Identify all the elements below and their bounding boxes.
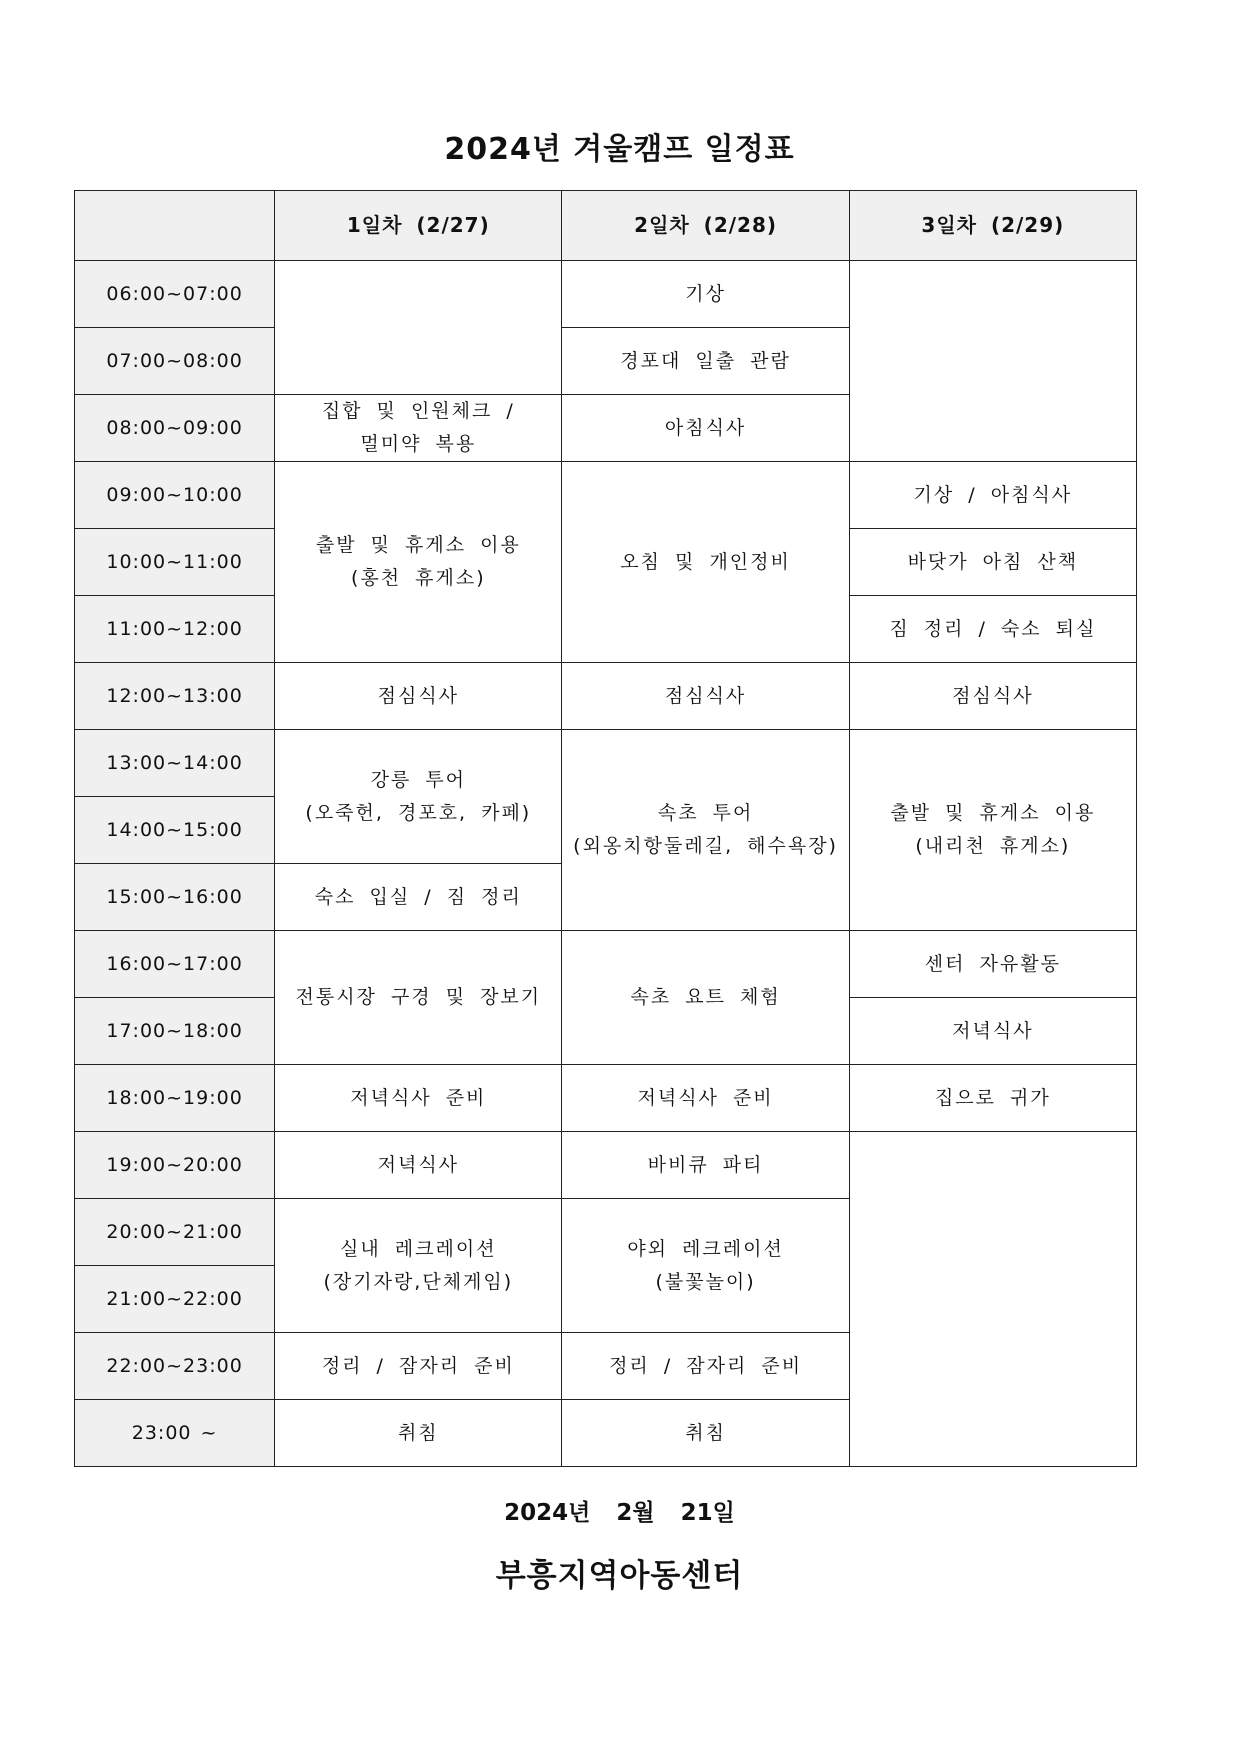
time-cell: 15:00~16:00 — [75, 864, 275, 931]
day1-cleanup: 정리 / 잠자리 준비 — [275, 1333, 562, 1400]
time-cell: 13:00~14:00 — [75, 730, 275, 797]
day3-departure-line2: (내리천 휴게소) — [915, 835, 1071, 857]
day1-market: 전통시장 구경 및 장보기 — [275, 931, 562, 1065]
day2-sokcho-line2: (외옹치항둘레길, 해수욕장) — [573, 835, 838, 857]
day3-wakeup: 기상 / 아침식사 — [849, 462, 1136, 529]
time-cell: 11:00~12:00 — [75, 596, 275, 663]
day3-lunch: 점심식사 — [849, 663, 1136, 730]
day1-empty-cell — [275, 261, 562, 395]
day3-empty-cell — [849, 261, 1136, 462]
day3-departure — [849, 730, 1136, 931]
day1-gangneung-line1: 강릉 투어 — [370, 768, 467, 791]
day3-go-home: 집으로 귀가 — [849, 1065, 1136, 1132]
day3-departure-line1: 출발 및 휴게소 이용 — [890, 802, 1096, 824]
time-cell: 20:00~21:00 — [75, 1199, 275, 1266]
day2-bbq: 바비큐 파티 — [562, 1132, 849, 1199]
day1-dinner: 저녁식사 — [275, 1132, 562, 1199]
day2-morning-rest: 오침 및 개인정비 — [562, 462, 849, 663]
day1-departure-line1: 출발 및 휴게소 이용 — [315, 534, 521, 556]
day1-sleep: 취침 — [275, 1400, 562, 1467]
day2-recreation — [562, 1199, 849, 1333]
time-cell: 12:00~13:00 — [75, 663, 275, 730]
day1-recreation-line2: (장기자랑,단체게임) — [323, 1270, 514, 1293]
time-cell: 23:00 ~ — [75, 1400, 275, 1467]
header-corner-cell — [75, 191, 275, 261]
day1-gathering-line2: 멀미약 복용 — [360, 433, 477, 455]
day1-gangneung-tour — [275, 730, 562, 864]
time-cell: 16:00~17:00 — [75, 931, 275, 998]
day1-departure-line2: (홍천 휴게소) — [351, 567, 486, 589]
day1-recreation-line1: 실내 레크레이션 — [340, 1237, 497, 1260]
organization-name: 부흥지역아동센터 — [495, 1558, 744, 1594]
day1-checkin: 숙소 입실 / 짐 정리 — [275, 864, 562, 931]
schedule-table — [74, 190, 1137, 1467]
table-row — [75, 261, 1137, 328]
day2-sokcho-line1: 속초 투어 — [657, 802, 754, 824]
day1-departure — [275, 462, 562, 663]
day1-lunch: 점심식사 — [275, 663, 562, 730]
time-cell: 21:00~22:00 — [75, 1266, 275, 1333]
time-cell: 08:00~09:00 — [75, 395, 275, 462]
day2-recreation-line2: (불꽃놀이) — [655, 1270, 756, 1293]
day2-yacht: 속초 요트 체험 — [562, 931, 849, 1065]
day1-gangneung-line2: (오죽헌, 경포호, 카페) — [305, 801, 532, 824]
day2-sokcho-tour — [562, 730, 849, 931]
day3-free-time: 센터 자유활동 — [849, 931, 1136, 998]
time-cell: 07:00~08:00 — [75, 328, 275, 395]
day1-dinner-prep: 저녁식사 준비 — [275, 1065, 562, 1132]
time-cell: 10:00~11:00 — [75, 529, 275, 596]
table-row — [75, 931, 1137, 998]
time-cell: 09:00~10:00 — [75, 462, 275, 529]
table-row — [75, 1132, 1137, 1199]
day2-sunrise: 경포대 일출 관람 — [562, 328, 849, 395]
day2-breakfast: 아침식사 — [562, 395, 849, 462]
day2-recreation-line1: 야외 레크레이션 — [627, 1237, 784, 1260]
day3-empty-evening-cell — [849, 1132, 1136, 1467]
table-row — [75, 730, 1137, 797]
time-cell: 22:00~23:00 — [75, 1333, 275, 1400]
time-cell: 17:00~18:00 — [75, 998, 275, 1065]
header-day1: 1일차 (2/27) — [275, 191, 562, 261]
day2-sleep: 취침 — [562, 1400, 849, 1467]
day1-recreation — [275, 1199, 562, 1333]
time-cell: 18:00~19:00 — [75, 1065, 275, 1132]
day1-gathering — [275, 395, 562, 462]
day3-walk: 바닷가 아침 산책 — [849, 529, 1136, 596]
day3-dinner: 저녁식사 — [849, 998, 1136, 1065]
time-cell: 06:00~07:00 — [75, 261, 275, 328]
table-row — [75, 663, 1137, 730]
time-cell: 19:00~20:00 — [75, 1132, 275, 1199]
day2-wakeup: 기상 — [562, 261, 849, 328]
table-row — [75, 462, 1137, 529]
header-day2: 2일차 (2/28) — [562, 191, 849, 261]
day3-checkout: 짐 정리 / 숙소 퇴실 — [849, 596, 1136, 663]
time-cell: 14:00~15:00 — [75, 797, 275, 864]
header-row — [75, 191, 1137, 261]
day1-gathering-line1: 집합 및 인원체크 / — [321, 400, 515, 422]
day2-cleanup: 정리 / 잠자리 준비 — [562, 1333, 849, 1400]
document-date: 2024년 2월 21일 — [504, 1500, 735, 1526]
page-title: 2024년 겨울캠프 일정표 — [444, 132, 795, 167]
header-day3: 3일차 (2/29) — [849, 191, 1136, 261]
table-row — [75, 1065, 1137, 1132]
day2-dinner-prep: 저녁식사 준비 — [562, 1065, 849, 1132]
day2-lunch: 점심식사 — [562, 663, 849, 730]
